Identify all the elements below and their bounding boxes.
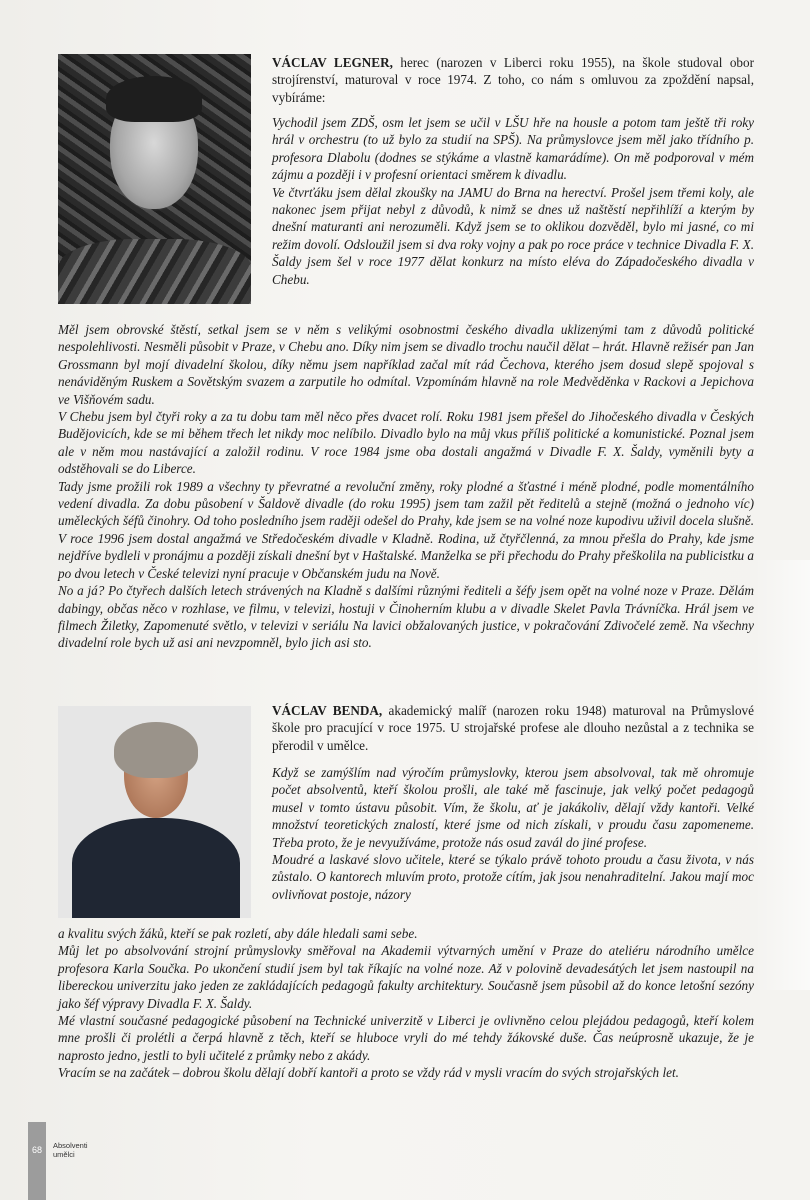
- section-label: [53, 1141, 88, 1159]
- legner-quote-side: [272, 114, 754, 288]
- benda-intro: [272, 702, 754, 754]
- photo-shirt: [58, 239, 251, 304]
- legner-paragraph: No a já? Po čtyřech dalších letech strávených na Kladně s dalšími různými řediteli a šéfy jsem opět na volné noze v Praze. Dělám dabingy, občas něco v rozhlase, ve filmu, v televizi, hostuji v Činoherním klubu a v divadle Skelet Pavla Trávníčka. Hrál jsem ve filmech Žiletky, Zapomenuté světlo, v televizi v seriálu Na lavici obžalovaných justice, v pokračování Zdivočelé země. Na všechny divadelní role bych už asi ani nevzpomněl, bylo jich asi sto.: [58, 583, 754, 651]
- legner-paragraph: Měl jsem obrovské štěstí, setkal jsem se v něm s velikými osobnostmi českého divadla uklizenými tam z důvodů politické nespolehlivosti. Nesměli působit v Praze, v Chebu ano. Díky nim jsem se divadlo trochu naučil dělat – hrát. Hlavně režisér pan Jan Grossmann byl mojí divadelní školou, díky němu jsem například začal mít rád Čechova, kterého jsem dosud slepě spojoval s nenáviděným Ruskem a Sovětským svazem a zarputile ho odmítal. Vzpomínám hlavně na role Medvěděnka v Rackovi a Jepichova ve Višňovém sadu.: [58, 322, 754, 407]
- legner-paragraph: Ve čtvrťáku jsem dělal zkoušky na JAMU do Brna na herectví. Prošel jsem třemi koly, ale nakonec jsem přijat nebyl z důvodů, k nimž se dnes už naštěstí nepřihlíží a kterým by dnešní maturanti ani nerozuměli. Když jsem se to oklikou dozvěděl, bylo mi jasné, co mi režim dovolí. Odsloužil jsem si dva roky vojny a pak po roce práce v technice Divadla F. X. Šaldy jsem šel v roce 1977 dělat konkurz na místo eléva do Západočeského divadla v Chebu.: [272, 184, 754, 287]
- benda-paragraph: a kvalitu svých žáků, kteří se pak rozletí, aby dále hledali sami sebe.: [58, 926, 418, 941]
- benda-quote-side: [272, 764, 754, 903]
- photo-shirt: [72, 818, 240, 918]
- portrait-photo-benda: [58, 706, 251, 918]
- benda-intro-text: akademický malíř (narozen roku 1948) maturoval na Průmyslové škole pro pracující v roce 1975. U strojařské profese ale dlouho nezůstal a z technika se přerodil v umělce.: [272, 703, 754, 753]
- legner-intro-text: herec (narozen v Liberci roku 1955), na škole studoval obor strojírenství, maturoval v roce 1974. Z toho, co nám s omluvou za zpoždění napsal, vybíráme:: [272, 55, 754, 105]
- legner-name: VÁCLAV LEGNER,: [272, 55, 393, 70]
- page-tab: [28, 1122, 46, 1200]
- section-label-line: umělci: [53, 1150, 75, 1159]
- legner-intro: [272, 54, 754, 106]
- section-label-line: Absolventi: [53, 1141, 88, 1150]
- benda-name: VÁCLAV BENDA,: [272, 703, 383, 718]
- benda-paragraph: Můj let po absolvování strojní průmyslovky směřoval na Akademii výtvarných umění v Praze do ateliéru národního umělce profesora Karla Součka. Po ukončení studií jsem byl tak říkajíc na volné noze. Až v polovině devadesátých let jsem nastoupil na libereckou univerzitu jako jeden ze zakládajících pedagogů fakulty architektury. Současně jsem působil až do konce letošní sezóny jako šéf výpravy Divadla F. X. Šaldy.: [58, 943, 754, 1011]
- legner-quote-full: [58, 321, 754, 652]
- benda-paragraph: Mé vlastní současné pedagogické působení na Technické univerzitě v Liberci je ovlivněno celou plejádou pedagogů, kteří kolem mne prošli či prolétli a čerpá hlavně z těch, kteří se hluboce vryli do mé tehdy žákovské duše. Čas neúprosně ukazuje, že je naprosto jedno, jestli to byli učitelé z průmky nebo z akády.: [58, 1013, 754, 1063]
- photo-hair: [106, 76, 202, 122]
- portrait-photo-legner: [58, 54, 251, 304]
- benda-quote-full: [58, 925, 754, 1082]
- photo-hair: [114, 722, 198, 778]
- legner-paragraph: Vychodil jsem ZDŠ, osm let jsem se učil v LŠU hře na housle a potom tam ještě tři roky hrál v orchestru (to už bylo za studií na SPŠ). Na průmyslovce jsem měl jako třídního p. profesora Dlabolu (dodnes se stýkáme a vlastně kamarádíme). On mě podporoval v mém zájmu a později i v profesní orientaci směrem k divadlu.: [272, 115, 754, 183]
- benda-paragraph: Vracím se na začátek – dobrou školu dělají dobří kantoři a proto se vždy rád v mysli vracím do svých strojařských let.: [58, 1065, 679, 1081]
- benda-paragraph: Moudré a laskavé slovo učitele, které se týkalo právě tohoto proudu a času života, v nás zůstalo. O kantorech mluvím proto, protože cítím, jak jsou nenahraditelní. Jakou mají moc ovlivňovat postoje, názory: [272, 852, 754, 902]
- legner-paragraph: Tady jsme prožili rok 1989 a všechny ty převratné a revoluční změny, roky plodné a šťastné i méně plodné, podle momentálního vedení divadla. Za dobu působení v Šaldově divadle (do roku 1995) jsem tam zažil pět ředitelů a stejně (možná o jednoho víc) uměleckých šéfů činohry. Od toho posledního jsem raději odešel do Prahy, kde jsem se na volné noze kupodivu uživil docela slušně. V roce 1996 jsem dostal angažmá ve Středočeském divadle v Kladně. Rodina, už čtyřčlenná, za mnou přešla do Prahy, kde jsme nejdříve bydleli v pronájmu a později získali dnešní byt v Haštalské. Manželka se při přechodu do Prahy přeškolila na publicistku a po dvou letech v České televizi nyní pracuje v Občanském judu na Nově.: [58, 478, 754, 581]
- page-number: 68: [31, 1145, 42, 1155]
- legner-paragraph: V Chebu jsem byl čtyři roky a za tu dobu tam měl něco přes dvacet rolí. Roku 1981 jsem přešel do Jihočeského divadla v Českých Budějovicích, kde se mi během třech let nikdy moc nelíbilo. Divadlo bylo na můj vkus příliš politické a komunistické. Poznal jsem ale v něm mou nastávající a založil rodinu. V roce 1984 jsme oba dostali angažmá v Divadle F. X. Šaldy, vyměnili byty a odstěhovali se do Liberce.: [58, 409, 754, 477]
- benda-paragraph: Když se zamýšlím nad výročím průmyslovky, kterou jsem absolvoval, tak mě ohromuje počet absolventů, kteří školou prošli, ale také mě fascinuje, jak velký počet pedagogů musel v tomto ústavu působit. Vím, že školu, ať je jakákoliv, dělají vždy kantoři. Velké množství teoretických znalostí, které jsme od nich získali, v proudu času zapomeneme. Třeba proto, že je nevyužíváme, protože nás osud zavál do jiné profese.: [272, 765, 754, 850]
- scan-shadow: [754, 560, 810, 990]
